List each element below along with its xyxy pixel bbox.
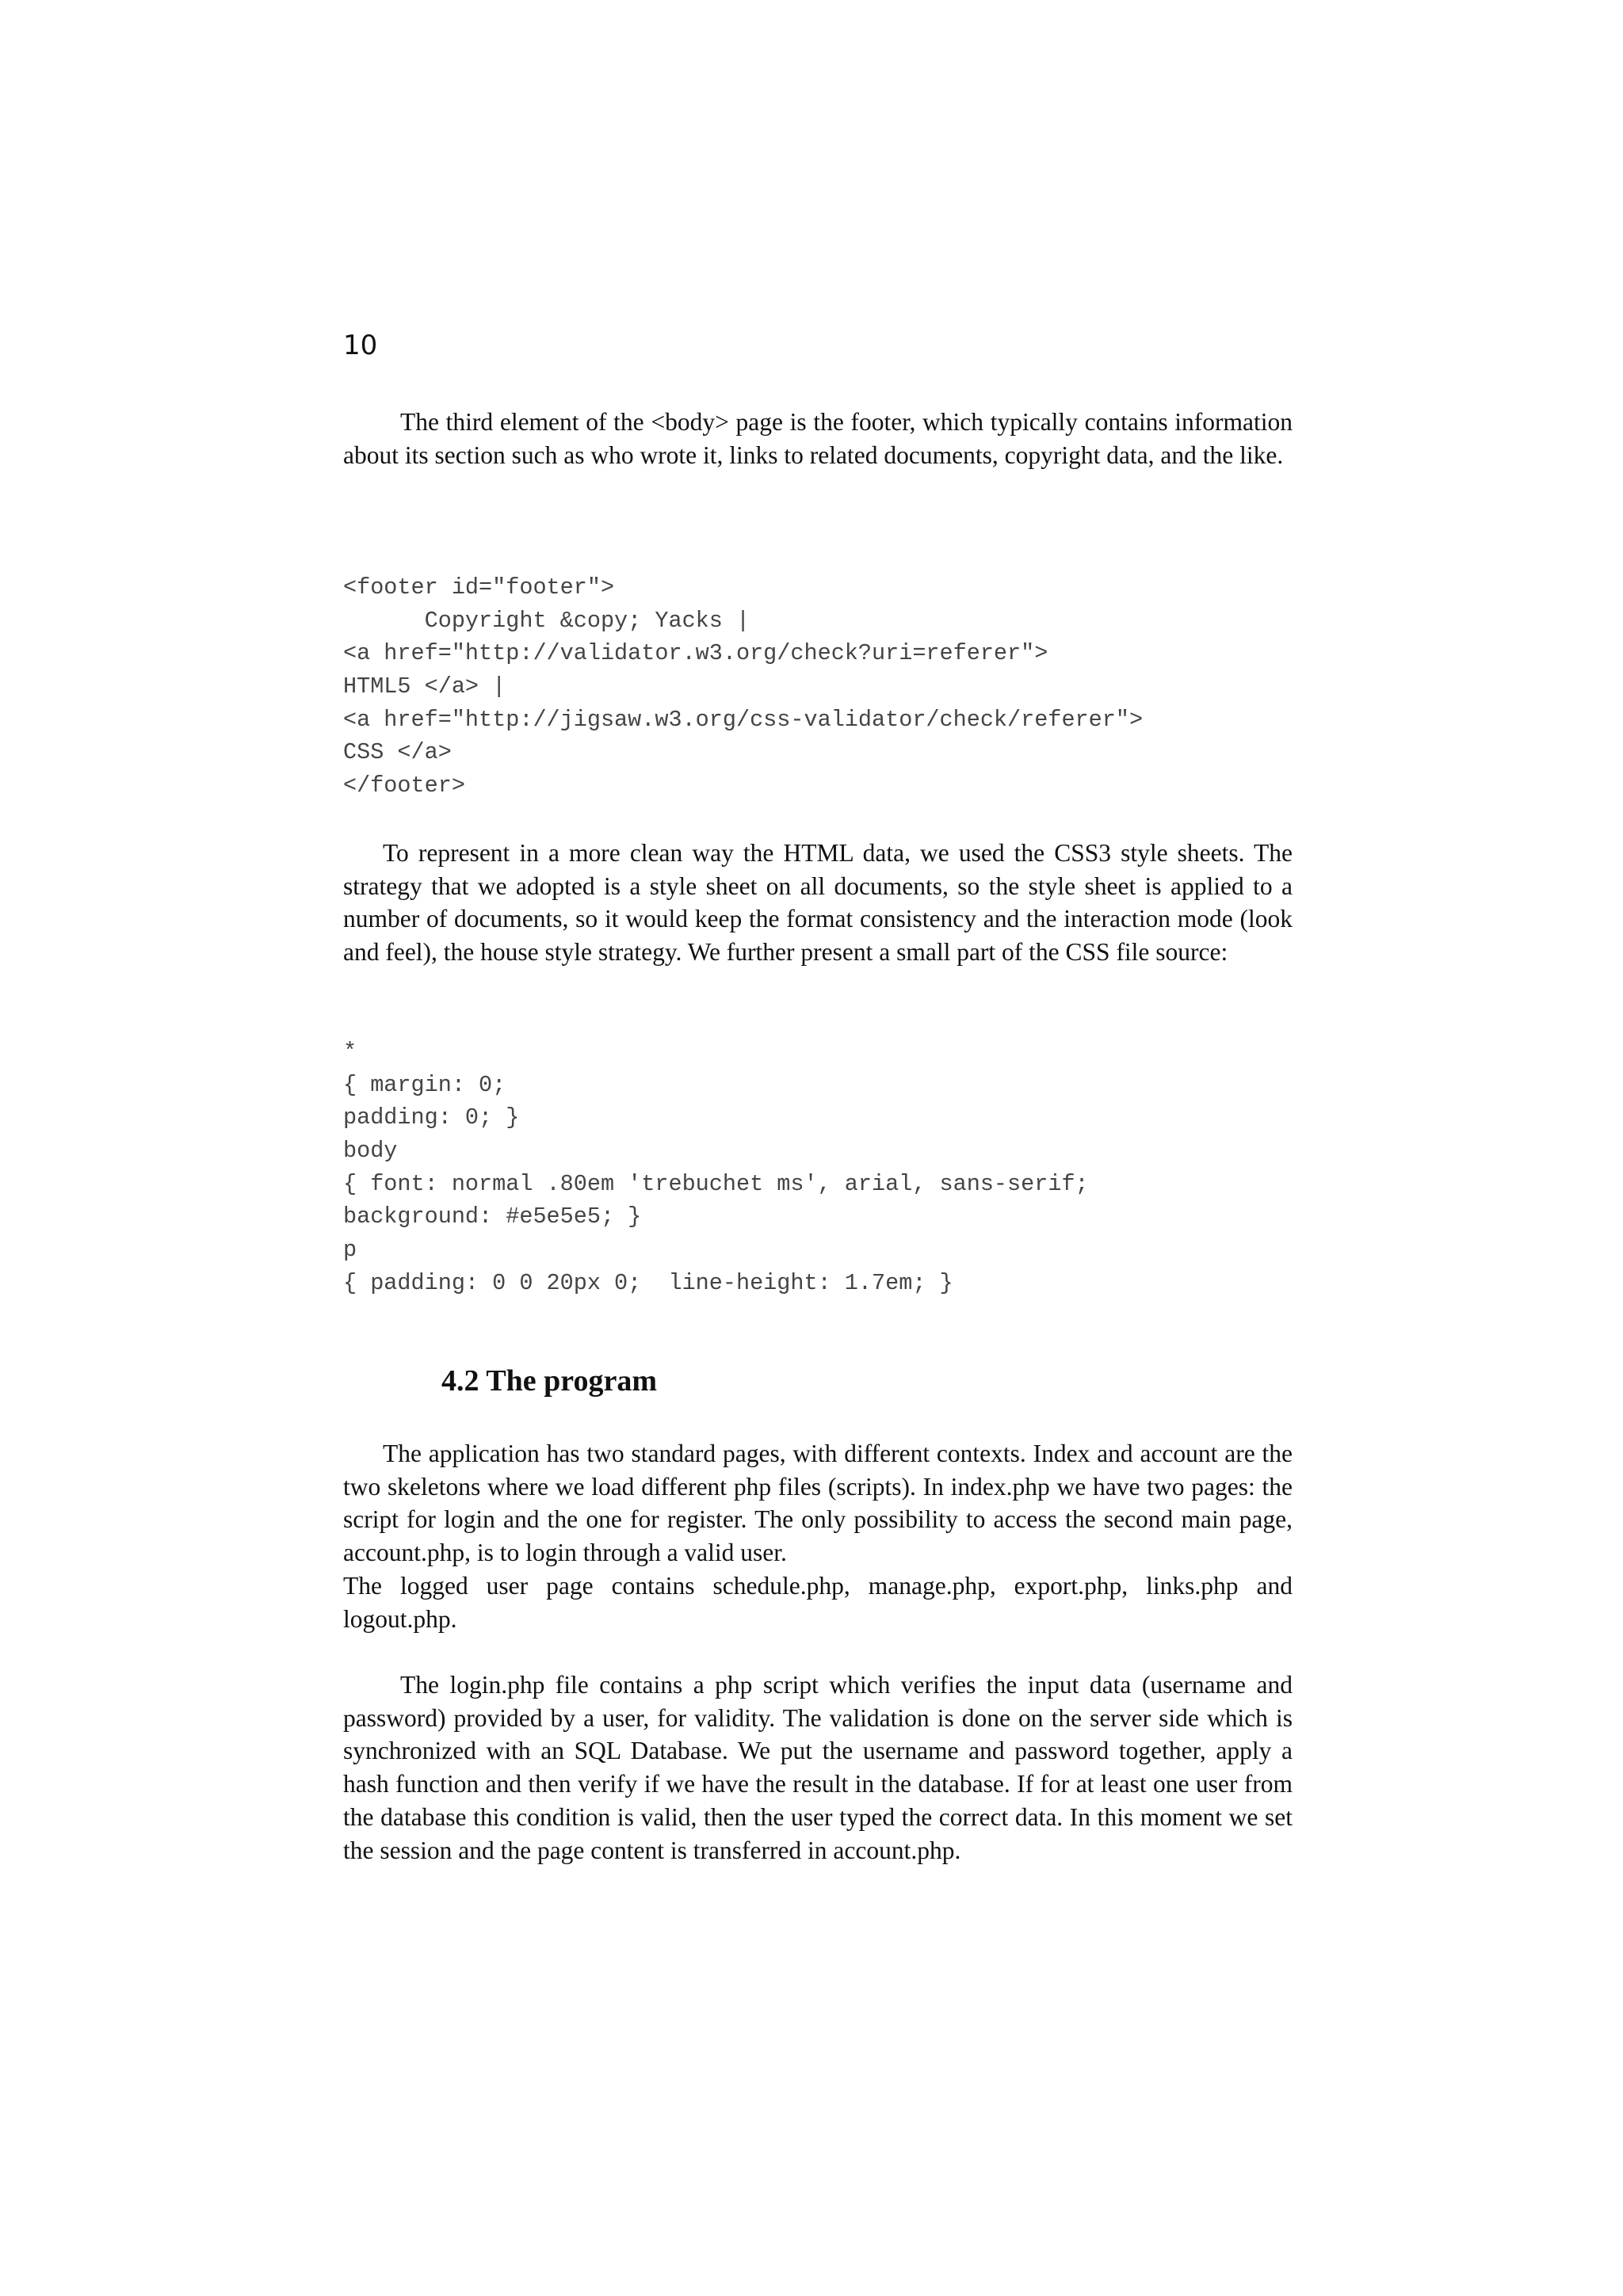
code-line: * [343, 1039, 357, 1065]
paragraph-text: The third element of the <body> page is the footer, which typically contains information about its section such as who wrote it, links to related documents, copyright data, and the like. [343, 408, 1293, 469]
paragraph-program-intro [343, 1437, 1293, 1635]
code-line: HTML5 </a> | [343, 673, 506, 700]
code-block-css [343, 1035, 1453, 1300]
code-line: <a href="http://validator.w3.org/check?uri=referer"> [343, 640, 1048, 667]
code-line: Copyright &copy; Yacks | [343, 607, 750, 634]
code-line: { padding: 0 0 20px 0; line-height: 1.7em; } [343, 1269, 953, 1296]
code-line: CSS </a> [343, 739, 452, 766]
code-line: { font: normal .80em 'trebuchet ms', arial, sans-serif; [343, 1170, 1089, 1197]
paragraph-text: The logged user page contains schedule.php, manage.php, export.php, links.php and logout.php. [343, 1571, 1293, 1633]
section-heading: 4.2 The program [441, 1364, 657, 1398]
paragraph-footer-intro [343, 406, 1293, 471]
code-line: background: #e5e5e5; } [343, 1203, 642, 1230]
paragraph-css-intro [343, 837, 1293, 969]
code-line: <a href="http://jigsaw.w3.org/css-validator/check/referer"> [343, 706, 1144, 733]
code-block-footer [343, 571, 1453, 803]
code-line: body [343, 1138, 398, 1165]
paragraph-text: The application has two standard pages, with different contexts. Index and account are the two skeletons where we load different php files (scripts). In index.php we have two pages: the script for login and the one for register. The only possibility to access the second main page, account.php, is to login through a valid user. [343, 1440, 1293, 1567]
code-line: p [343, 1237, 357, 1264]
paragraph-text: To represent in a more clean way the HTML data, we used the CSS3 style sheets. The strategy that we adopted is a style sheet on all documents, so the style sheet is applied to a number of documents, so it would keep the format consistency and the interaction mode (look and feel), the house style strategy. We further present a small part of the CSS file source: [343, 839, 1293, 967]
code-line: { margin: 0; [343, 1071, 506, 1098]
page-number: 10 [343, 330, 378, 361]
paragraph-text: The login.php file contains a php script which verifies the input data (username and password) provided by a user, for validity. The validation is done on the server side which is synchronized with an SQL Database. We put the username and password together, apply a hash function and then verify if we have the result in the database. If for at least one user from the database this condition is valid, then the user typed the correct data. In this moment we set the session and the page content is transferred in account.php. [343, 1671, 1293, 1864]
code-line: <footer id="footer"> [343, 574, 615, 601]
code-line: </footer> [343, 772, 465, 799]
paragraph-login-php [343, 1669, 1293, 1867]
code-line: padding: 0; } [343, 1104, 520, 1131]
